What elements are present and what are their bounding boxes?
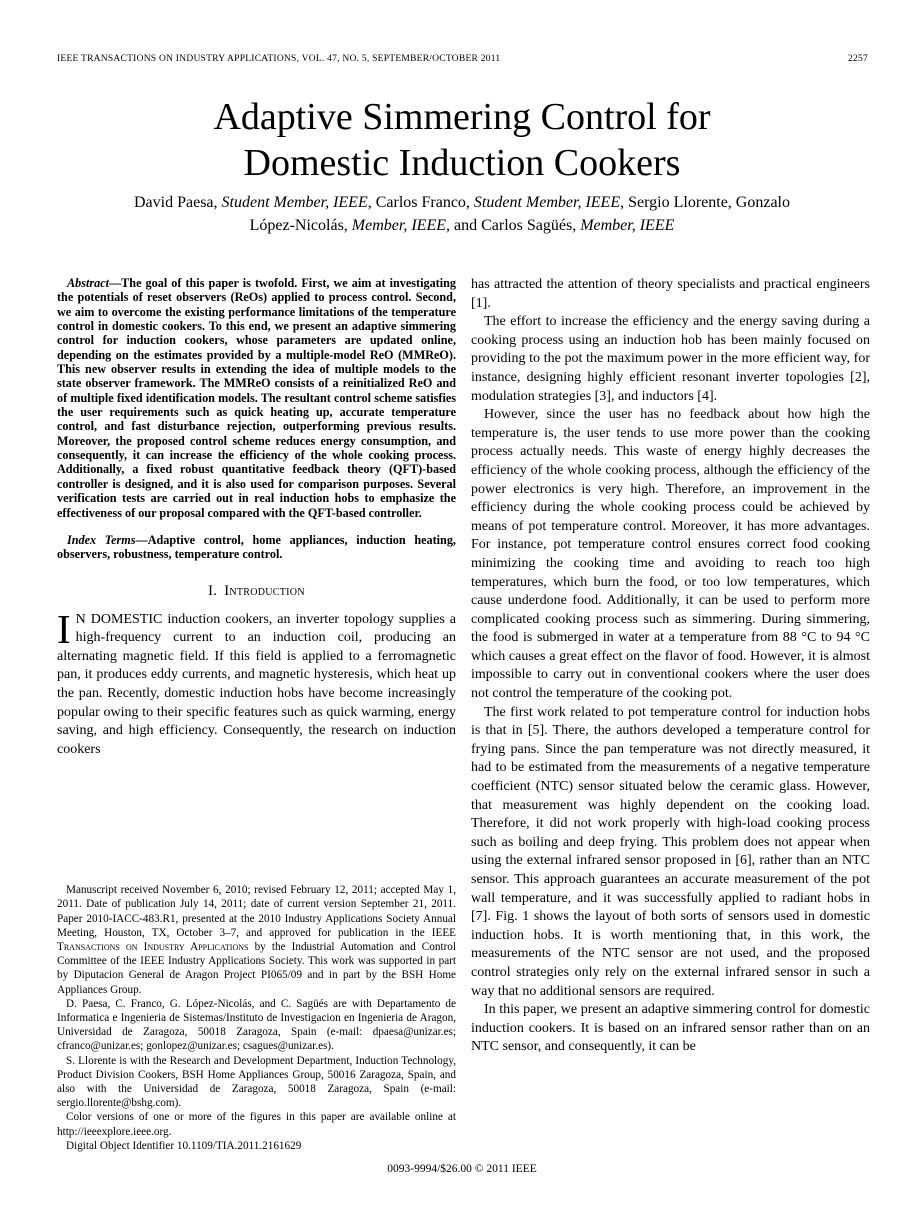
body-paragraph-continuation: has attracted the attention of theory specialists and practical engineers [1]. xyxy=(471,277,870,311)
footnote-doi: Digital Object Identifier 10.1109/TIA.2011.2161629 xyxy=(66,1139,302,1152)
footnote-journal-name: Transactions on Industry Applications xyxy=(57,940,249,953)
author-segment: , Carlos Franco, xyxy=(367,194,474,211)
running-header xyxy=(57,54,868,64)
author-line xyxy=(0,192,924,237)
intro-paragraph xyxy=(57,605,456,760)
author-segment: , and Carlos Sagüés, xyxy=(445,216,581,234)
intro-paragraph-text: N DOMESTIC induction cookers, an inverter topology supplies a high-frequency current to an induction coil, producing an alternating magnetic field. If this field is applied to a ferromagnetic pan, it produces eddy currents, and magnetic hysteresis, which heat up the pan. Recently, domestic induction hobs have become increasingly popular owing to their specific features such as quick warming, energy saving, and high efficiency. Consequently, the research on induction cookers xyxy=(57,611,456,757)
author-segment: , Sergio Llorente, Gonzalo López-Nicolás, xyxy=(249,194,790,234)
drop-cap: I xyxy=(57,605,71,652)
author-line-inner xyxy=(122,192,802,237)
footnote-affiliation-2: S. Llorente is with the Research and Development Department, Induction Technology, Product Division Cookers, BSH Home Appliances Group, 50016 Zaragoza, Spain, and also with the Universidad de Zaragoza, 50018 Zaragoza, Spain (e-mail: sergio.llorente@bshg.com). xyxy=(57,1054,456,1110)
author-membership: Student Member, IEEE xyxy=(473,194,621,211)
footnote-history xyxy=(57,883,456,997)
body-paragraph: However, since the user has no feedback about how high the temperature is, the user tends to use more power than the cooking process actually needs. This waste of energy highly decreases the efficiency of the whole cooking process, although the efficiency of the power electronics is very high. Therefore, an improvement in the efficiency during the whole cooking process could be achieved by means of pot temperature control. Moreover, it has more advantages. For instance, pot temperature control ensures correct food cooking minimizing the cooking time and avoiding to reach too high temperatures, which burn the food, or too low temperatures, which cause underdone food. Additionally, it can be used to perform more complicated cooking process such as simmering. During simmering, the food is submerged in water at a temperature from 88 °C to 94 °C which causes a great effect on the flavor of food. However, it is almost impossible to carry out in conventional cookers where the user does not control the temperature of the cooking pot. xyxy=(471,407,870,702)
section-heading-introduction xyxy=(57,583,456,600)
body-paragraph: In this paper, we present an adaptive simmering control for domestic induction cookers. It is based on an infrared sensor rather than on an NTC sensor, and consequently, it can be xyxy=(471,1002,870,1055)
first-page-footnote xyxy=(57,883,456,1153)
body-paragraph: The effort to increase the efficiency and the energy saving during a cooking process using an induction hob has been mainly focused on providing to the pot the maximum power in the more efficient way, for instance, designing highly efficient resonant inverter topologies [2], modulation strategies [3], and inductors [4]. xyxy=(471,314,870,404)
section-number: I. xyxy=(208,582,218,599)
page-number: 2257 xyxy=(848,54,868,64)
body-paragraph: The first work related to pot temperature control for induction hobs is that in [5]. There, the authors developed a temperature control for frying pans. Since the pan temperature was not directly measured, it had to be estimated from the measurements of a negative temperature coefficient (NTC) sensor situated below the ceramic glass. However, that measurement was highly dependent on the cooking load. Therefore, it did not work properly with high-load cooking process such as boiling and deep frying. This problem does not appear when using the external infrared sensor proposed in [6], rather than an NTC sensor. This approach guarantees an accurate measurement of the pot wall temperature, and it was successfully applied to radiant hobs in [7]. Fig. 1 shows the layout of both sorts of sensors used in domestic induction hobs. It is worth mentioning that, in this work, the measurements of the NTC sensor are not used, and the proposed control strategies only rely on the external infrared sensor in such a way that no additional sensors are required. xyxy=(471,704,870,999)
section-title: Introduction xyxy=(224,582,305,599)
index-terms-text: Adaptive control, home appliances, induction heating, observers, robustness, temperature control. xyxy=(57,532,456,562)
abstract-text: The goal of this paper is twofold. First, we aim at investigating the potentials of reset observers (ReOs) applied to process control. Second, we aim to overcome the existing performance limitations of the temperature control in domestic cookers. To this end, we present an adaptive simmering control for induction cookers, whose parameters are updated online, depending on the estimates provided by a multiple-model ReO (MMReO). This new observer results in extending the idea of multiple models to the state observer framework. The MMReO consists of a reinitialized ReO and of multiple fixed identification models. The resultant control scheme satisfies the user requirements such as quick heating up, accurate temperature control, and fast disturbance rejection, outperforming previous results. Moreover, the proposed control scheme reduces energy consumption, and consequently, it can increase the efficiency of the whole cooking process. Additionally, a fixed robust quantitative feedback theory (QFT)-based controller is designed, and it is also used for comparison purposes. Several verification tests are carried out in real induction hobs to emphasize the effectiveness of our proposal compared with the QFT-based controller. xyxy=(57,276,456,520)
journal-header-text: IEEE TRANSACTIONS ON INDUSTRY APPLICATIONS, VOL. 47, NO. 5, SEPTEMBER/OCTOBER 2011 xyxy=(57,54,501,64)
two-column-body xyxy=(57,276,870,1153)
right-column xyxy=(471,276,870,1153)
footnote-history-part2: by the Industrial Automation and Control Committee of the IEEE Industry Applications Society. This work was supported in part by Diputacion General de Aragon Project PI065/09 and in part by the BSH Home Appliances Group. xyxy=(57,940,456,996)
copyright-footer: 0093-9994/$26.00 © 2011 IEEE xyxy=(387,1163,537,1175)
author-segment: David Paesa, xyxy=(134,194,222,211)
index-terms-paragraph xyxy=(57,533,456,562)
paper-title-text: Adaptive Simmering Control for Domestic Induction Cookers xyxy=(213,96,711,184)
left-column xyxy=(57,276,456,1153)
abstract-paragraph xyxy=(57,276,456,520)
author-membership: Member, IEEE xyxy=(351,216,446,234)
index-terms-label: Index Terms— xyxy=(67,532,148,547)
author-membership: Student Member, IEEE xyxy=(221,194,368,211)
author-membership: Member, IEEE xyxy=(580,216,675,234)
footnote-history-part1: Manuscript received November 6, 2010; revised February 12, 2011; accepted May 1, 2011. Date of publication July 14, 2011; date of current version September 21, 2011. Paper 2010-IACC-483.R1, presented at the 2010 Industry Applications Society Annual Meeting, Houston, TX, October 3–7, and approved for publication in the IEEE xyxy=(57,884,456,939)
abstract-label: Abstract— xyxy=(67,276,122,290)
paper-title xyxy=(0,94,924,186)
footnote-color-versions-note: Color versions of one or more of the figures in this paper are available online at http://ieeexplore.ieee.org. xyxy=(57,1111,456,1138)
footnote-affiliation-1: D. Paesa, C. Franco, G. López-Nicolás, and C. Sagüés are with Departamento de Informatica e Ingenieria de Sistemas/Instituto de Investigacion en Ingenieria de Aragon, Universidad de Zaragoza, 50018 Zaragoza, Spain (e-mail: dpaesa@unizar.es; cfranco@unizar.es; gonlopez@unizar.es; csagues@unizar.es). xyxy=(57,997,456,1053)
